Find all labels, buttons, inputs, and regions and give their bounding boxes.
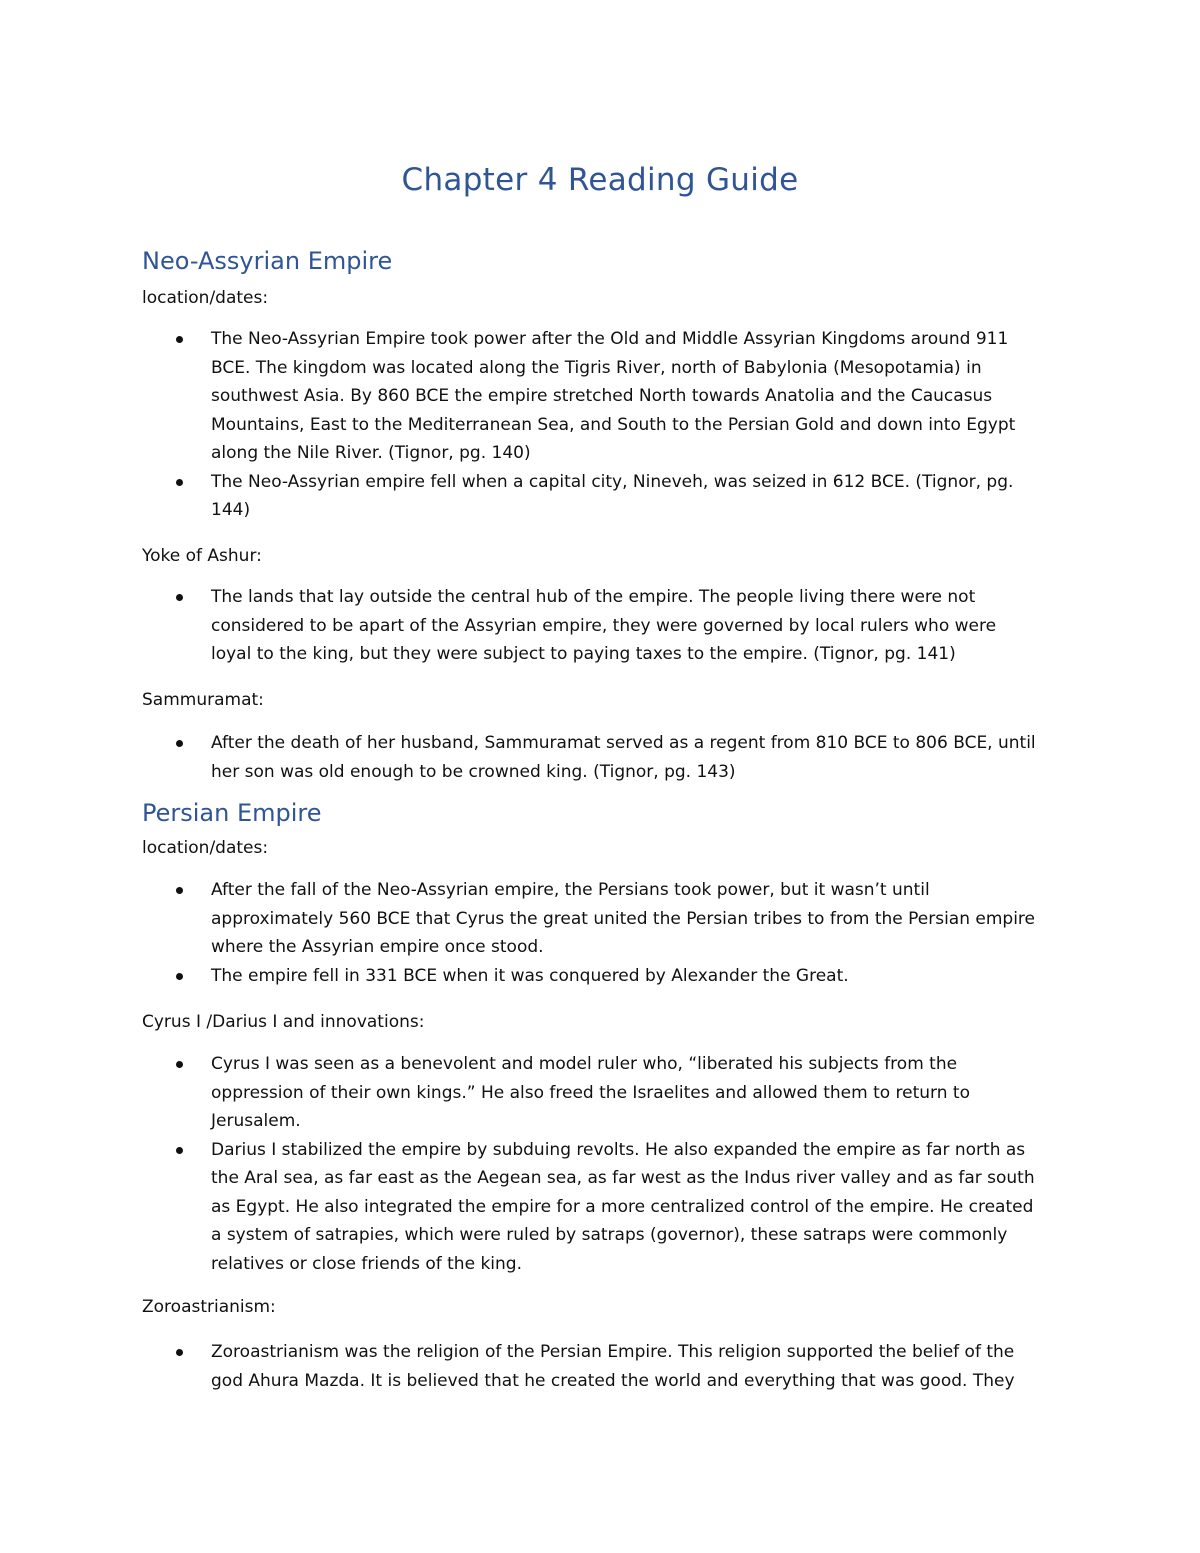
text-line: The Neo-Assyrian Empire took power after the Old and Middle Assyrian Kingdoms around 911 xyxy=(211,329,1009,349)
text-line: After the fall of the Neo-Assyrian empire, the Persians took power, but it wasn’t until xyxy=(211,880,930,900)
text-line: oppression of their own kings.” He also freed the Israelites and allowed them to return to xyxy=(211,1082,970,1103)
bullet-icon xyxy=(176,479,183,486)
section-heading-persian: Persian Empire xyxy=(142,799,322,827)
bullet-list xyxy=(0,1338,1200,1395)
text-line: her son was old enough to be crowned king. (Tignor, pg. 143) xyxy=(211,761,736,782)
text-line: Mountains, East to the Mediterranean Sea, and South to the Persian Gold and down into Egypt xyxy=(211,414,1016,435)
list-item xyxy=(0,325,1200,468)
text-line: relatives or close friends of the king. xyxy=(211,1253,522,1274)
bullet-icon xyxy=(176,887,183,894)
text-line: loyal to the king, but they were subject to paying taxes to the empire. (Tignor, pg. 141) xyxy=(211,644,956,664)
text-line: The lands that lay outside the central hub of the empire. The people living there were not xyxy=(211,587,976,607)
bullet-list xyxy=(0,729,1200,786)
bullet-list xyxy=(0,325,1200,525)
bullet-list xyxy=(0,1050,1200,1278)
text-line: the Aral sea, as far east as the Aegean sea, as far west as the Indus river valley and as far south xyxy=(211,1168,1035,1188)
text-line: The empire fell in 331 BCE when it was conquered by Alexander the Great. xyxy=(211,965,849,986)
bullet-icon xyxy=(176,1061,183,1068)
text-line: After the death of her husband, Sammuramat served as a regent from 810 BCE to 806 BCE, until xyxy=(211,733,1036,753)
list-item xyxy=(0,876,1200,962)
text-line: Jerusalem. xyxy=(211,1111,301,1131)
list-item xyxy=(0,962,1200,991)
list-item xyxy=(0,468,1200,525)
bullet-list xyxy=(0,583,1200,669)
text-line: as Egypt. He also integrated the empire for a more centralized control of the empire. He created xyxy=(211,1196,1034,1217)
list-item xyxy=(0,1050,1200,1136)
list-item xyxy=(0,583,1200,669)
label-sammuramat: Sammuramat: xyxy=(142,690,264,710)
text-line: Cyrus I was seen as a benevolent and model ruler who, “liberated his subjects from the xyxy=(211,1054,958,1074)
text-line: southwest Asia. By 860 BCE the empire stretched North towards Anatolia and the Caucasus xyxy=(211,386,993,406)
text-line: where the Assyrian empire once stood. xyxy=(211,937,544,957)
label-zoroastrianism: Zoroastrianism: xyxy=(142,1297,276,1317)
label-yoke-of-ashur: Yoke of Ashur: xyxy=(142,546,262,566)
text-line: a system of satrapies, which were ruled by satraps (governor), these satraps were commonly xyxy=(211,1225,1008,1245)
list-item xyxy=(0,729,1200,786)
text-line: considered to be apart of the Assyrian empire, they were governed by local rulers who were xyxy=(211,615,997,636)
bullet-icon xyxy=(176,973,183,980)
text-line: Darius I stabilized the empire by subduing revolts. He also expanded the empire as far north as xyxy=(211,1139,1026,1160)
label-cyrus-darius: Cyrus I /Darius I and innovations: xyxy=(142,1012,425,1032)
list-item xyxy=(0,1338,1200,1395)
bullet-icon xyxy=(176,740,183,747)
bullet-icon xyxy=(176,1147,183,1154)
document-title: Chapter 4 Reading Guide xyxy=(401,162,799,198)
bullet-list xyxy=(0,876,1200,990)
text-line: Zoroastrianism was the religion of the Persian Empire. This religion supported the belief of the xyxy=(211,1342,1015,1362)
label-location-dates: location/dates: xyxy=(142,838,269,858)
text-line: The Neo-Assyrian empire fell when a capital city, Nineveh, was seized in 612 BCE. (Tignor, pg. xyxy=(211,471,1014,492)
text-line: along the Nile River. (Tignor, pg. 140) xyxy=(211,443,531,463)
label-location-dates: location/dates: xyxy=(142,288,269,308)
bullet-icon xyxy=(176,594,183,601)
bullet-icon xyxy=(176,1349,183,1356)
text-line: BCE. The kingdom was located along the Tigris River, north of Babylonia (Mesopotamia) in xyxy=(211,357,982,378)
text-line: god Ahura Mazda. It is believed that he created the world and everything that was good. They xyxy=(211,1370,1015,1391)
section-heading-neo-assyrian: Neo-Assyrian Empire xyxy=(142,247,393,275)
list-item xyxy=(0,1136,1200,1279)
text-line: approximately 560 BCE that Cyrus the great united the Persian tribes to from the Persian empire xyxy=(211,908,1036,929)
text-line: 144) xyxy=(211,500,251,520)
bullet-icon xyxy=(176,336,183,343)
